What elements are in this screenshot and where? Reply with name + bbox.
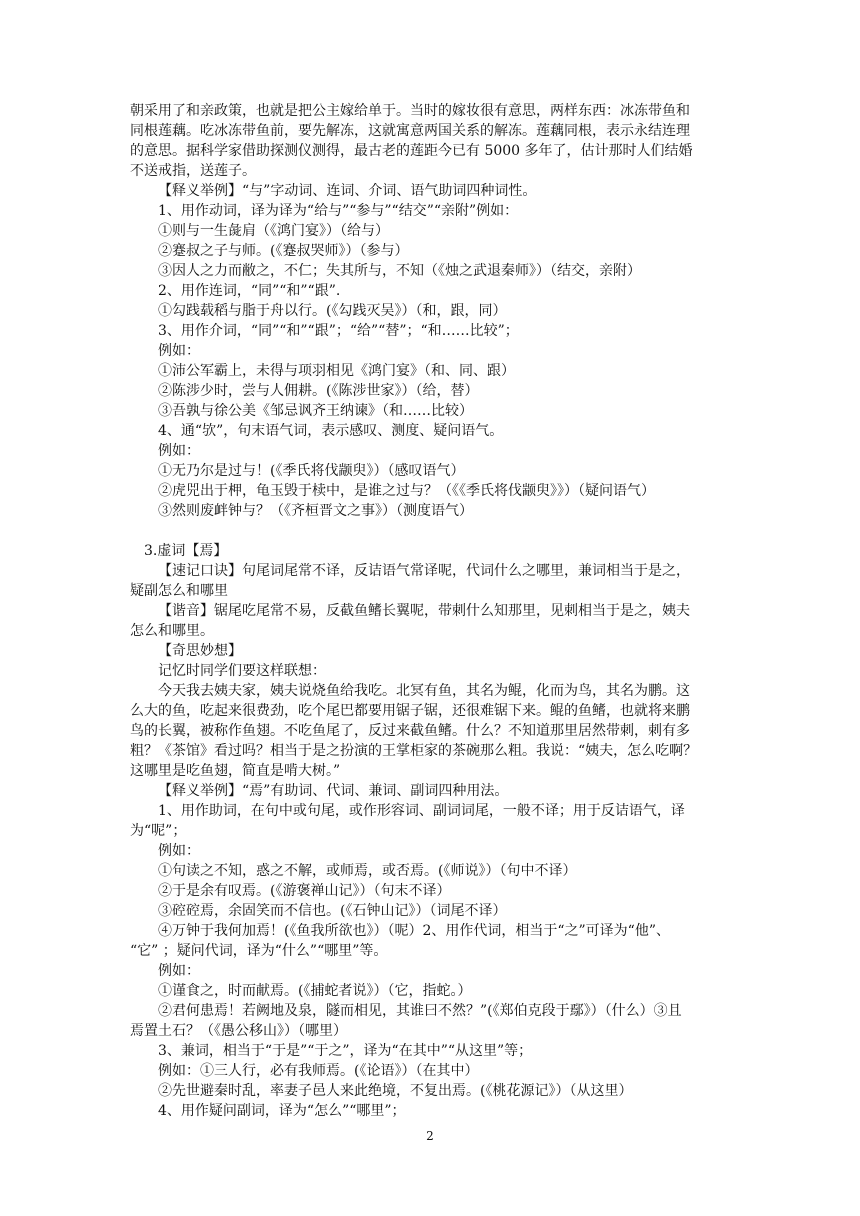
text-line: 记忆时同学们要这样联想： (158, 663, 326, 679)
text-line: 同根莲藕。吃冰冻带鱼前，要先解冻，这就寓意两国关系的解冻。莲藕同根，表示永结连理 (130, 123, 690, 139)
text-line: ①沛公军霸上，未得与项羽相见《鸿门宴》（和、同、跟） (158, 363, 515, 379)
text-line: ①无乃尔是过与！(《季氏将伐颛臾》）（感叹语气） (158, 463, 465, 479)
text-line: 为“呢”； (130, 823, 187, 839)
page-number: 2 (426, 1129, 434, 1143)
text-line: 例如：①三人行，必有我师焉。(《论语》）（在其中） (158, 1063, 479, 1079)
text-line: 今天我去姨夫家，姨夫说烧鱼给我吃。北冥有鱼，其名为鲲，化而为鸟，其名为鹏。这 (158, 683, 690, 699)
text-line: 3.虚词【焉】 (144, 543, 228, 559)
text-line: 2、用作连词，“同”“和”“跟”. (158, 283, 341, 299)
text-line: 【速记口诀】句尾词尾常不译，反诘语气常译呢，代词什么之哪里，兼词相当于是之， (158, 563, 690, 579)
text-line: 4、通“欤”，句末语气词，表示感叹、测度、疑问语气。 (158, 423, 504, 439)
page-body (130, 101, 730, 1121)
text-line: ①谨食之，时而献焉。(《捕蛇者说》）（它，指蛇。） (158, 983, 472, 999)
text-line: ②于是余有叹焉。(《游褒禅山记》）（句末不译） (158, 883, 451, 899)
text-line: ②蹇叔之子与师。(《蹇叔哭师》）（参与） (158, 243, 409, 259)
text-line: ①勾践载稻与脂于舟以行。(《勾践灭吴》）（和，跟，同） (158, 303, 507, 319)
text-line: ③硿硿焉，余固笑而不信也。(《石钟山记》）（词尾不译） (158, 903, 507, 919)
text-line: 4、用作疑问副词，译为“怎么”“哪里”； (158, 1103, 406, 1119)
text-line: 怎么和哪里。 (130, 623, 214, 639)
text-line: “它” ；疑问代词，译为“什么”“哪里”等。 (130, 943, 388, 959)
text-line: 例如： (158, 443, 200, 459)
text-line: 例如： (158, 843, 200, 859)
text-line: 的意思。据科学家借助探测仪测得，最古老的莲距今已有 5000 多年了，估计那时人们结婚 (130, 143, 693, 159)
text-line: 鸟的长翼，被称作鱼翅。不吃鱼尾了，反过来截鱼鳍。什么？不知道那里居然带刺，刺有多 (130, 723, 690, 739)
text-line: 不送戒指，送莲子。 (130, 163, 256, 179)
text-line: ①句读之不知，惑之不解，或师焉，或否焉。(《师说》）（句中不译） (158, 863, 577, 879)
text-line: 3、兼词，相当于“于是”“于之”，译为“在其中”“从这里”等； (158, 1043, 533, 1059)
text-line: 么大的鱼，吃起来很费劲，吃个尾巴都要用锯子锯，还很难锯下来。鲲的鱼鳍，也就将来鹏 (130, 703, 690, 719)
text-line: 【释义举例】“与”字动词、连词、介词、语气助词四种词性。 (158, 183, 537, 199)
text-line: 【释义举例】“焉”有助词、代词、兼词、副词四种用法。 (158, 783, 509, 799)
text-line: 焉置土石？（《愚公移山》）（哪里） (130, 1023, 347, 1039)
text-line: ③吾孰与徐公美《邹忌讽齐王纳谏》（和……比较） (158, 403, 473, 419)
text-line: ③因人之力而敝之，不仁；失其所与，不知（《烛之武退秦师》）（结交，亲附） (158, 263, 641, 279)
text-line: 疑副怎么和哪里 (130, 583, 228, 599)
text-line: ①则与一生彘肩（《鸿门宴》）（给与） (158, 223, 389, 239)
text-line: 这哪里是吃鱼翅，简直是啃大树。” (130, 763, 341, 779)
text-line: ②虎兕出于柙，龟玉毁于椟中，是谁之过与？（《《季氏将伐颛臾》》）（疑问语气） (158, 483, 655, 499)
text-line: 粗？《茶馆》看过吗？相当于是之扮演的王掌柜家的茶碗那么粗。我说：“姨夫，怎么吃啊？ (130, 743, 698, 759)
text-line: ②先世避秦时乱，率妻子邑人来此绝境，不复出焉。(《桃花源记》）（从这里） (158, 1083, 633, 1099)
text-line: ④万钟于我何加焉！(《鱼我所欲也》）（呢）2、用作代词，相当于“之”可译为“他”、 (158, 923, 670, 939)
text-line: 【奇思妙想】 (158, 643, 242, 659)
text-line: 朝采用了和亲政策，也就是把公主嫁给单于。当时的嫁妆很有意思，两样东西：冰冻带鱼和 (130, 103, 690, 119)
text-line: ③然则废衅钟与？（《齐桓晋文之事》）（测度语气） (158, 503, 473, 519)
text-line: 1、用作助词，在句中或句尾，或作形容词、副词词尾，一般不译；用于反诘语气，译 (158, 803, 685, 819)
blank-line (130, 521, 730, 541)
text-line: 例如： (158, 963, 200, 979)
text-line: 【谐音】锯尾吃尾常不易，反截鱼鳍长翼呢，带刺什么知那里，见刺相当于是之，姨夫 (158, 603, 690, 619)
text-line: 3、用作介词，“同”“和”“跟”；“给”“替”；“和……比较”； (158, 323, 519, 339)
text-line: 例如： (158, 343, 200, 359)
text-line: ②君何患焉！若阙地及泉，隧而相见，其谁曰不然？”(《郑伯克段于鄢》）（什么）③且 (158, 1003, 682, 1019)
text-line: 1、用作动词，译为译为“给与”“参与”“结交”“亲附”例如： (158, 203, 519, 219)
text-line: ②陈涉少时，尝与人佣耕。(《陈涉世家》）（给，替） (158, 383, 479, 399)
